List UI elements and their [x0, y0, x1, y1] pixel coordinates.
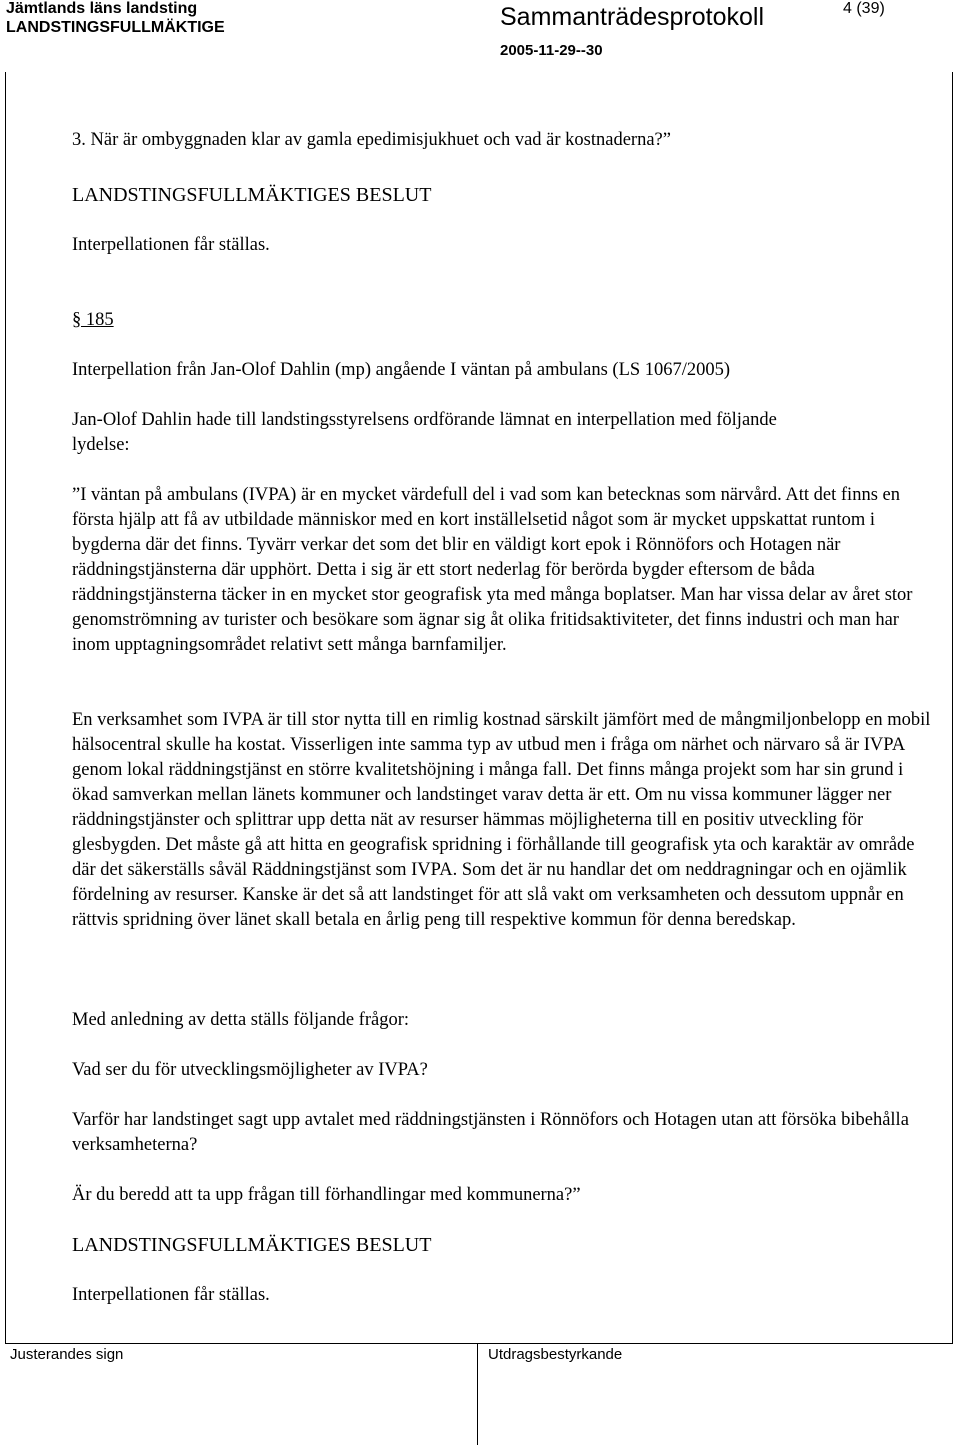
right-margin-rule — [952, 72, 953, 1344]
interpellation-title: Interpellation från Jan-Olof Dahlin (mp) angående I väntan på ambulans (LS 1067/2005) — [72, 360, 731, 380]
page-header — [0, 0, 960, 70]
decision-text: Interpellationen får ställas. — [72, 1285, 270, 1305]
questions-intro: Med anledning av detta ställs följande frågor: — [72, 1010, 410, 1030]
document-title: Sammanträdesprotokoll — [500, 3, 765, 31]
decision-heading: LANDSTINGSFULLMÄKTIGES BESLUT — [72, 1234, 432, 1256]
left-margin-rule — [5, 72, 6, 1344]
paragraph-sign: § 185 — [72, 310, 114, 330]
organization-body: LANDSTINGSFULLMÄKTIGE — [6, 19, 225, 36]
decision-heading: LANDSTINGSFULLMÄKTIGES BESLUT — [72, 184, 432, 206]
certification-label: Utdragsbestyrkande — [488, 1346, 623, 1363]
page-number: 4 (39) — [843, 0, 885, 17]
decision-text: Interpellationen får ställas. — [72, 235, 270, 255]
question-item-2: Varför har landstinget sagt upp avtalet med räddningstjänsten i Rönnöfors och Hotagen utan att försöka bibehålla verksamheterna? — [72, 1110, 909, 1155]
paragraph-number — [72, 308, 934, 333]
footer-rule — [5, 1343, 952, 1344]
organization-name: Jämtlands läns landsting — [6, 0, 198, 17]
question-3: 3. När är ombyggnaden klar av gamla epedimisjukhuet och vad är kostnaderna?” — [72, 130, 671, 150]
interpellation-intro: Jan-Olof Dahlin hade till landstingsstyrelsens ordförande lämnat en interpellation med följande lydelse: — [72, 410, 777, 455]
quote-paragraph-2: En verksamhet som IVPA är till stor nytta till en rimlig kostnad särskilt jämfört med de mångmiljonbelopp en mobil hälsocentral skulle ha kostat. Visserligen inte samma typ av utbud men i fråga om närhet och närvaro så är IVPA genom lokal räddningstjänst en större kvalitetshöjning i många fall. Det finns många projekt som har sin grund i ökad samverkan mellan länets kommuner och landstinget varav detta är ett. Om nu vissa kommuner lägger ner räddningstjänster och splittrar upp detta nät av resurser hämmas möjligheterna till en positiv utveckling för glesbygden. Det måste gå att hitta en geografisk spridning i förhållande till geografisk yta och karaktär av område där det säkerställs såväl Räddningstjänst som IVPA. Som det är nu handlar det om neddragningar och en ojämlik fördelning av resurser. Kanske är det så att landstinget för att slå vakt om verksamheten och dessutom uppnår en rättvis spridning över länet skall betala en årlig peng till respektive kommun för denna beredskap. — [72, 710, 931, 930]
meeting-date: 2005-11-29--30 — [500, 42, 603, 59]
signature-label: Justerandes sign — [10, 1346, 124, 1363]
question-item-3: Är du beredd att ta upp frågan till förhandlingar med kommunerna?” — [72, 1185, 581, 1205]
page-footer — [0, 1343, 960, 1445]
quote-paragraph-1: ”I väntan på ambulans (IVPA) är en mycket värdefull del i vad som kan betecknas som närvård. Att det finns en första hjälp att få av utbildade människor med en kort inställelsetid något som är mycket uppskattat runtom i bygderna där det finns. Tyvärr verkar det som det blir en väldigt kort epok i Rönnöfors och Hotagen när räddningstjänsterna där upphört. Detta i sig är ett stort nederlag för berörda bygder eftersom de båda räddningstjänsterna täcker in en mycket stor geografisk yta med många boplatser. Man har vissa delar av året stor genomströmning av turister och besökare som ägnar sig åt olika fritidsaktiviteter, det finns industri och man har inom upptagningsområdet relativt sett många barnfamiljer. — [72, 485, 913, 655]
question-item-1: Vad ser du för utvecklingsmöjligheter av IVPA? — [72, 1060, 428, 1080]
footer-divider — [477, 1343, 478, 1445]
